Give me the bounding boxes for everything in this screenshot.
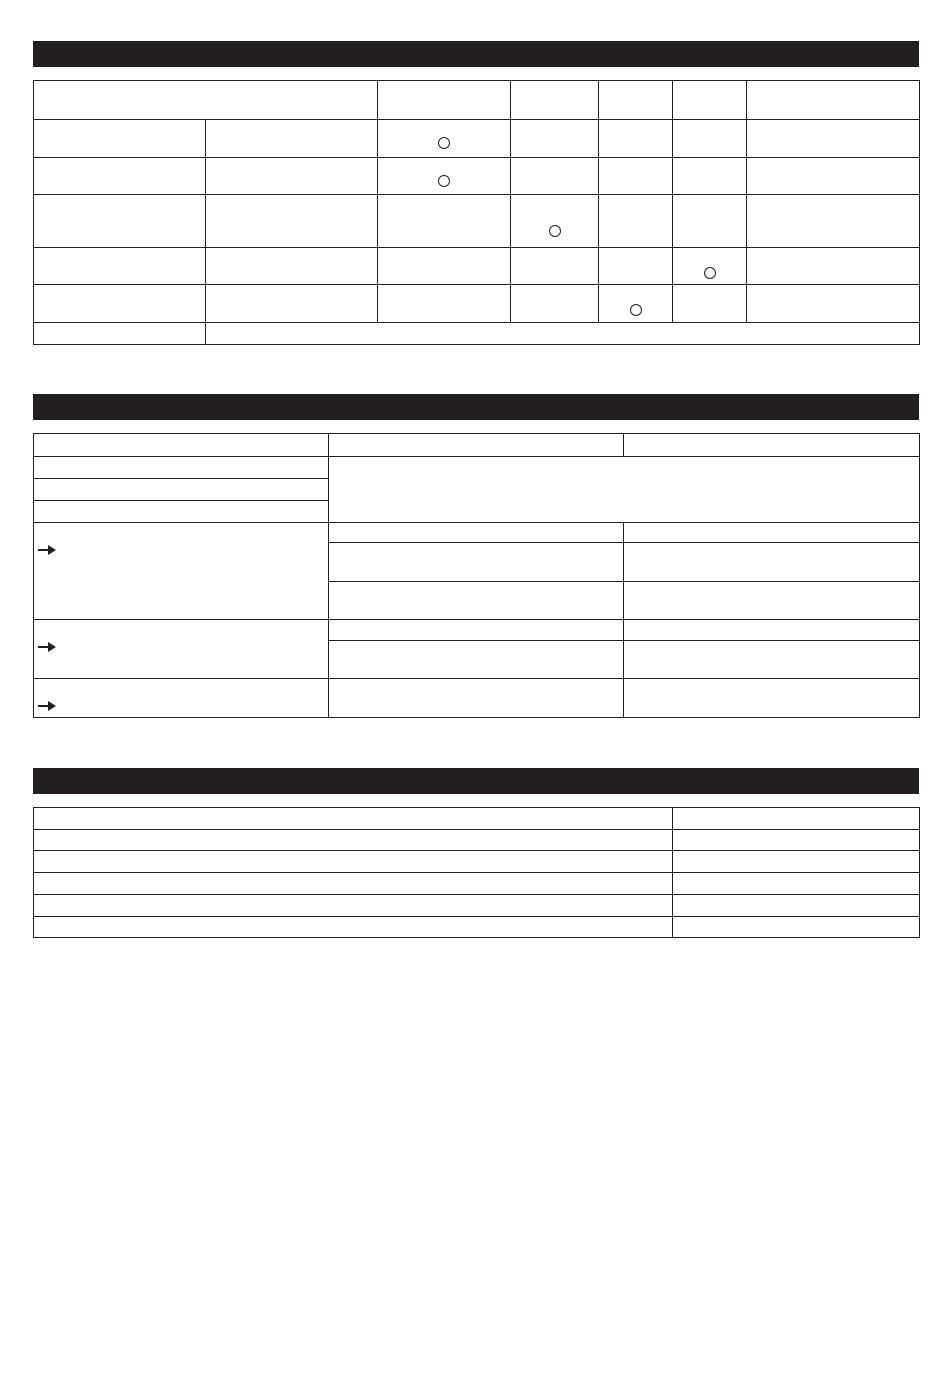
matrix-cell bbox=[673, 158, 747, 195]
procedure-header-cell bbox=[329, 434, 624, 457]
specifications-table bbox=[33, 807, 920, 938]
matrix-cell bbox=[511, 248, 599, 285]
procedure-table bbox=[33, 433, 920, 718]
matrix-cell bbox=[599, 120, 673, 158]
matrix-row-label bbox=[34, 248, 206, 285]
matrix-row bbox=[34, 285, 920, 323]
procedure-header-cell bbox=[624, 434, 920, 457]
right-arrow-icon bbox=[38, 545, 56, 555]
matrix-cell bbox=[378, 120, 511, 158]
matrix-header-cell bbox=[511, 81, 599, 120]
matrix-row-label bbox=[34, 158, 206, 195]
procedure-cell bbox=[329, 641, 624, 679]
procedure-cell bbox=[329, 523, 624, 543]
spec-value-cell bbox=[673, 873, 920, 895]
procedure-item-cell bbox=[34, 457, 329, 479]
matrix-cell bbox=[747, 195, 920, 248]
circle-mark-icon bbox=[438, 137, 450, 149]
section-3-title-bar bbox=[33, 768, 919, 794]
matrix-row-label bbox=[206, 248, 378, 285]
procedure-step-cell bbox=[34, 679, 329, 718]
matrix-header-cell bbox=[34, 81, 378, 120]
compatibility-matrix-table bbox=[33, 80, 920, 345]
matrix-footer-row bbox=[34, 323, 920, 345]
spec-label-cell bbox=[34, 808, 673, 830]
spec-value-cell bbox=[673, 895, 920, 917]
matrix-row bbox=[34, 158, 920, 195]
matrix-cell bbox=[599, 195, 673, 248]
procedure-cell bbox=[624, 641, 920, 679]
matrix-cell bbox=[599, 285, 673, 323]
matrix-row bbox=[34, 248, 920, 285]
procedure-cell bbox=[624, 679, 920, 718]
spec-value-cell bbox=[673, 851, 920, 873]
matrix-row-label bbox=[206, 195, 378, 248]
matrix-row-label bbox=[34, 285, 206, 323]
matrix-cell bbox=[378, 248, 511, 285]
matrix-cell bbox=[511, 285, 599, 323]
matrix-cell bbox=[673, 285, 747, 323]
spec-value-cell bbox=[673, 917, 920, 938]
procedure-cell bbox=[624, 582, 920, 620]
circle-mark-icon bbox=[630, 304, 642, 316]
matrix-row-label bbox=[206, 285, 378, 323]
procedure-item-cell bbox=[34, 501, 329, 523]
spec-label-cell bbox=[34, 851, 673, 873]
procedure-cell bbox=[624, 620, 920, 641]
procedure-cell bbox=[329, 679, 624, 718]
matrix-cell bbox=[378, 195, 511, 248]
procedure-step-cell bbox=[34, 620, 329, 679]
spec-label-cell bbox=[34, 895, 673, 917]
matrix-cell bbox=[511, 120, 599, 158]
matrix-footer-label bbox=[34, 323, 206, 345]
matrix-cell bbox=[747, 248, 920, 285]
matrix-cell bbox=[599, 248, 673, 285]
matrix-cell bbox=[747, 120, 920, 158]
spec-label-cell bbox=[34, 830, 673, 851]
procedure-note-cell bbox=[329, 457, 920, 523]
matrix-row-label bbox=[206, 120, 378, 158]
matrix-row-label bbox=[206, 158, 378, 195]
matrix-cell bbox=[747, 158, 920, 195]
matrix-cell bbox=[599, 158, 673, 195]
matrix-cell bbox=[378, 158, 511, 195]
procedure-cell bbox=[624, 543, 920, 582]
matrix-header-cell bbox=[747, 81, 920, 120]
spec-label-cell bbox=[34, 917, 673, 938]
right-arrow-icon bbox=[38, 701, 56, 711]
procedure-header-cell bbox=[34, 434, 329, 457]
circle-mark-icon bbox=[549, 225, 561, 237]
procedure-cell bbox=[329, 582, 624, 620]
matrix-cell bbox=[673, 248, 747, 285]
matrix-header-cell bbox=[378, 81, 511, 120]
matrix-cell bbox=[747, 285, 920, 323]
matrix-cell bbox=[511, 195, 599, 248]
procedure-cell bbox=[329, 543, 624, 582]
right-arrow-icon bbox=[38, 642, 56, 652]
matrix-cell bbox=[673, 120, 747, 158]
procedure-item-cell bbox=[34, 479, 329, 501]
procedure-step-cell bbox=[34, 523, 329, 620]
matrix-footer-text bbox=[206, 323, 920, 345]
section-1-title-bar bbox=[33, 41, 919, 67]
spec-label-cell bbox=[34, 873, 673, 895]
spec-value-cell bbox=[673, 830, 920, 851]
procedure-cell bbox=[329, 620, 624, 641]
matrix-cell bbox=[511, 158, 599, 195]
section-2-title-bar bbox=[33, 394, 919, 420]
spec-value-cell bbox=[673, 808, 920, 830]
matrix-row-label bbox=[34, 195, 206, 248]
matrix-row bbox=[34, 120, 920, 158]
matrix-row-label bbox=[34, 120, 206, 158]
matrix-header-cell bbox=[599, 81, 673, 120]
matrix-cell bbox=[673, 195, 747, 248]
matrix-row bbox=[34, 195, 920, 248]
procedure-cell bbox=[624, 523, 920, 543]
circle-mark-icon bbox=[438, 175, 450, 187]
matrix-header-cell bbox=[673, 81, 747, 120]
matrix-cell bbox=[378, 285, 511, 323]
circle-mark-icon bbox=[704, 267, 716, 279]
